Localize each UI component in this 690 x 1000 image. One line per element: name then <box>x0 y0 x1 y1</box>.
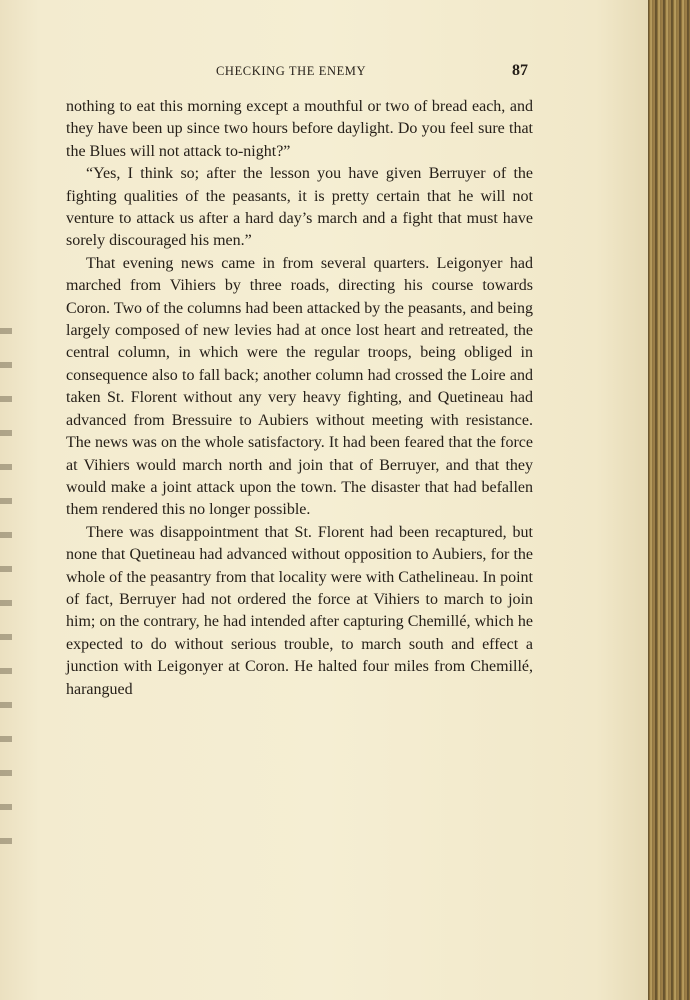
page-number: 87 <box>512 62 528 79</box>
paragraph: nothing to eat this morning except a mouthful or two of bread each, and they have been up since two hours before daylight. Do you feel sure that the Blues will not attack to-night?” <box>66 98 533 160</box>
body-text <box>66 96 533 701</box>
book-page-edges <box>648 0 690 1000</box>
paragraph: That evening news came in from several quarters. Leigonyer had marched from Vihiers by three roads, directing his course towards Coron. Two of the columns had been attacked by the peasants, and being largely composed of new levies had at once lost heart and retreated, the central column, in which were the regular troops, being obliged in consequence also to fall back; another column had crossed the Loire and taken St. Florent without any very heavy fighting, and Quetineau had advanced from Bressuire to Aubiers without meeting with resistance. The news was on the whole satisfactory. It had been feared that the force at Vihiers would march north and join that of Berruyer, and that they would make a joint attack upon the town. The disaster that had befallen them rendered this no longer possible. <box>66 254 533 519</box>
running-head: CHECKING THE ENEMY <box>216 64 367 78</box>
paragraph: “Yes, I think so; after the lesson you have given Berruyer of the fighting qualities of the peasants, it is pretty certain that he will not venture to attack us after a hard day’s march and a fight that must have sorely discouraged his men.” <box>66 165 533 250</box>
gutter-bleed <box>0 300 12 860</box>
paragraph: There was disappointment that St. Florent had been recaptured, but none that Quetineau had advanced without opposition to Aubiers, for the whole of the peasantry from that locality were with Cathelineau. In point of fact, Berruyer had not ordered the force at Vihiers to march to join him; on the contrary, he had intended after capturing Chemillé, which he expected to do without serious trouble, to march south and effect a junction with Leigonyer at Coron. He halted four miles from Chemillé, harangued <box>66 523 533 698</box>
